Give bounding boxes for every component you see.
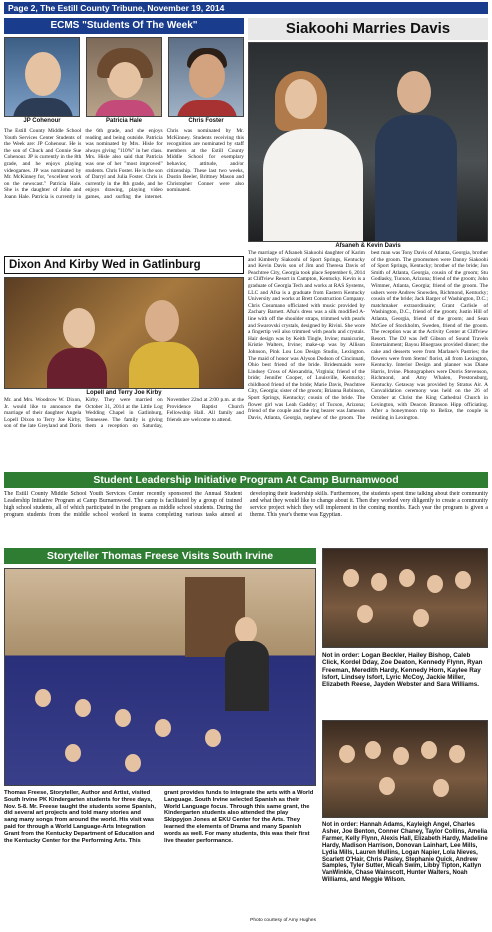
- student-name-1: JP Cohenour: [23, 118, 61, 124]
- siakoohi-photo: [248, 42, 488, 242]
- dixon-article: Mr. and Mrs. Woodrow W. Dixon, Jr. would like to announce the marriage of their daughter Angela Lopell Dixon to Terry Joe Kirby, son of the late Greyland and Doris Kirby. They were married on October 31, 2014 at the Little Log Wedding Chapel in Gatlinburg, Tennessee. The family is giving them a reception on Saturday, November 22nd at 2:00 p.m. at the Providence Baptist Church Fellowship Hall. All family and friends are welcome to attend.: [4, 397, 244, 430]
- not-in-order-1: Not in order: Logan Beckler, Hailey Bishop, Caleb Click, Kordel Dday, Zoe Deaton, Kennedy Flynn, Ryan Freeman, Meredith Hardy, Kennedy Horn, Kaylee Ray Isfort, Lindsey Isfort, Lyric McCoy, Jackie Miller, Elizabeth Reese, Jayden Webster and Sara Williams.: [322, 652, 483, 689]
- ecms-title: ECMS "Students Of The Week": [4, 18, 244, 34]
- dixon-photo: [4, 277, 244, 389]
- ecms-article: The Estill County Middle School Youth Services Center Students of the Week are: JP Cohenour. He is the son of Chuck and Connie Sue Cohenour. JP is currently in the 8th grade, and he enjoys playing videogames. JP was nominated by Mr. McKinney for, "excellent work on the newscast." Patricia Hale. She is the daughter of John and Joann Hale. Patricia is currently in the 6th grade, and she enjoys reading and being outside. Patricia was nominated by Mrs. Hisle for always giving "110%" in her class. Mrs. Hisle also said that Patricia was one of her "most improved" students. Chris Foster. He is the son of Darryl and Julia Foster. Chris is currently in the 8th grade, and he enjoys drawing, playing video games, and surfing the internet. Chris was nominated by Mr. McKinney. Students receiving this recognition are nominated by staff members at the Estill County Middle School for exemplary behavior, attitude, and/or citizenship. These last two weeks, Dustin Beeler, Brittney Mason and Christopher Conner were also nominated.: [4, 128, 244, 200]
- dixon-section: [4, 256, 244, 466]
- student-photo-3: [168, 37, 244, 117]
- not-in-order-2: Not in order: Hannah Adams, Kayleigh Angel, Charles Asher, Joe Benton, Conner Chaney, Taylor Collins, Amelia Farmer, Kelly Flynn, Alexis Hall, Elizabeth Hardy, Madeline Hardy, Madison Harrison, Donovan Lainhart, Lee Mills, Lydia Mills, Lauren Mullins, Logan Napier, Lola Nieves, Scarlett O'Hair, Chris Pasley, Stephanie Quick, Andrew Samples, Tyler Sutter, Micah Swim, Libby Tipton, Katlyn VanWinkle, Chase Wainscott, Hunter Walters, Noah Williams, and Meggie Wilson.: [322, 822, 488, 884]
- storyteller-article: Thomas Freese, Storyteller, Author and Artist, visited South Irvine PK Kindergarten students for three days, Nov. 5-8. Mr. Freese taught the students some Spanish, did several art projects and told many stories and sang many songs from around the world. His visit was paid for through a World Language-Arts Integration Grant from the Kentucky Department of Education and the Kentucky Center for the Performing Arts. This grant provides funds to integrate the arts with a World Language. South Irvine selected Spanish as their World Language focus. Through this same grant, the Kindergarten students also attended the play Skippyjon Jones at EKU Center for the Arts. They learned the elements of Drama and many Spanish words as well. For many students, this was their first live theater performance.: [4, 790, 314, 844]
- leadership-section: [4, 472, 488, 544]
- ecms-section: [4, 18, 244, 250]
- leadership-title: Student Leadership Initiative Program At Camp Burnamwood: [4, 472, 488, 488]
- photo-credit: Photo courtesy of Amy Hughes: [250, 918, 316, 923]
- student-photo-1: [4, 37, 80, 117]
- group-photo-1: [322, 548, 488, 648]
- dixon-title: Dixon And Kirby Wed in Gatlinburg: [4, 256, 244, 274]
- page-header: Page 2, The Estill County Tribune, November 19, 2014: [4, 2, 488, 14]
- student-photo-2: [86, 37, 162, 117]
- storyteller-title: Storyteller Thomas Freese Visits South Irvine: [4, 548, 316, 564]
- student-name-2: Patricia Hale: [105, 118, 143, 124]
- leadership-article: The Estill County Middle School Youth Services Center recently sponsored the Annual Student Leadership Initiative Program at Camp Burnamwood. The camp is facilitated by a group of trained high school students, all of which participated in the program as middle school students. During the program students from the middle school worked in teams completing various tasks aimed at developing their leadership skills. Furthermore, the students spent time talking about their community and what they would like to change about it. Then they worked very diligently to create a community service project which they will implement in the coming months. Each year the program is given a theme. This year's theme was Egyptian.: [4, 491, 488, 518]
- siakoohi-caption: Afsaneh & Kevin Davis: [335, 243, 401, 249]
- storyteller-section: [4, 548, 488, 928]
- dixon-caption: Lopell and Terry Joe Kirby: [86, 390, 162, 396]
- ecms-photos: [4, 37, 244, 125]
- siakoohi-section: [248, 18, 488, 466]
- siakoohi-article: The marriage of Afsaneh Siakoohi daughter of Karim and Kimberly Siakoohi of Sport Springs, Kentucky and Kevin Davis son of Jim and Theresa Davis of Peachtree City, Georgia took place September 6, 2014 at Cliffview Resort in Campton, Kentucky. Kevin is a graduate of Georgia Tech and works at RAS Systems, LLC and Afsa is a graduate from Eastern Kentucky University and works at Brett Construction Company. Chris Cosumano officiated with music provided by Zachary Barnett. Afsa's dress was a silk modified A-line with off the shoulder straps, trimmed with pearls and Swarovski crystals, designed by Rivini. She wore a fingertip veil also trimmed with pearls and crystals. Hair design was by Keith Tingle, Irvine; manicurist, Kristie Walters, Irvine; make-up was by Allison Johnson, Pink Lou Lou Design Studio, Lexington. The maid of honor was Alyson Dodson of Cincinnati, Ohio best friend of the bride. Bridesmaids were Lindsey Cross of Alexandria, Virginia; friend of the bride; Jennifer Cooper, of Louisville, Kentucky; childhood friend of the bride; Marie Davis, Peachtree City, Georgia; sister of the groom; Brianna Robinson, Sport Springs, Kentucky; cousin of the bride. The flower girl was Leah Gadsby; of Tucson, Arizona; friend of the couple and the ring bearer was Jameson Davis, Atlanta, Georgia, nephew of the groom. The best man was Tony Davis of Atlanta, Georgia, brother of the groom. The groomsmen were Danny Siakoohi of Sport Springs, Kentucky; brother of the bride; Jon Smith of Atlanta, Georgia, cousin of the groom; Stu Godlasky, Tucson, Arizona; friend of the groom; John Wimmer, Atlanta, Georgia; friend of the groom. The ushers were Andrew Snowden, Richmond, Kentucky; cousin of the bride; Jack Barger of Washington, D.C.; matchmaker extraordinaire; Grant Carlisle of Washington, D.C., friend of the groom; Justin Hill of Atlanta, Georgia, friend of the groom; and Sean McGee of Stockholm, Sweden, friend of the groom. The reception was at the Activity Center at Cliffview Resort. The DJ was Jeff Gibson of Sound Travels Entertainment; Bayou Bluegrass provided dinner; the cake and desserts were from Marlane's Pastries; the flowers were from Stems' florist, all from Lexington, Kentucky. Interior Design and planner was Diane Harris, Irvine. Photographers were Dorris Stevenson, Richmond, and Amy Whalen, Prestonsburg, Kentucky. Getaway was provided by Stratus Air. A Convalidation ceremony was held on the 26 of October at Christ the King Cathedral Church in Lexington, with Deacon Branson Hipp officiating. After a honeymoon trip to Belize, the couple is residing in Lexington.: [248, 250, 488, 421]
- siakoohi-title: Siakoohi Marries Davis: [248, 18, 488, 40]
- student-name-3: Chris Foster: [188, 118, 224, 124]
- storyteller-main-photo: [4, 568, 316, 786]
- group-photo-2: [322, 720, 488, 818]
